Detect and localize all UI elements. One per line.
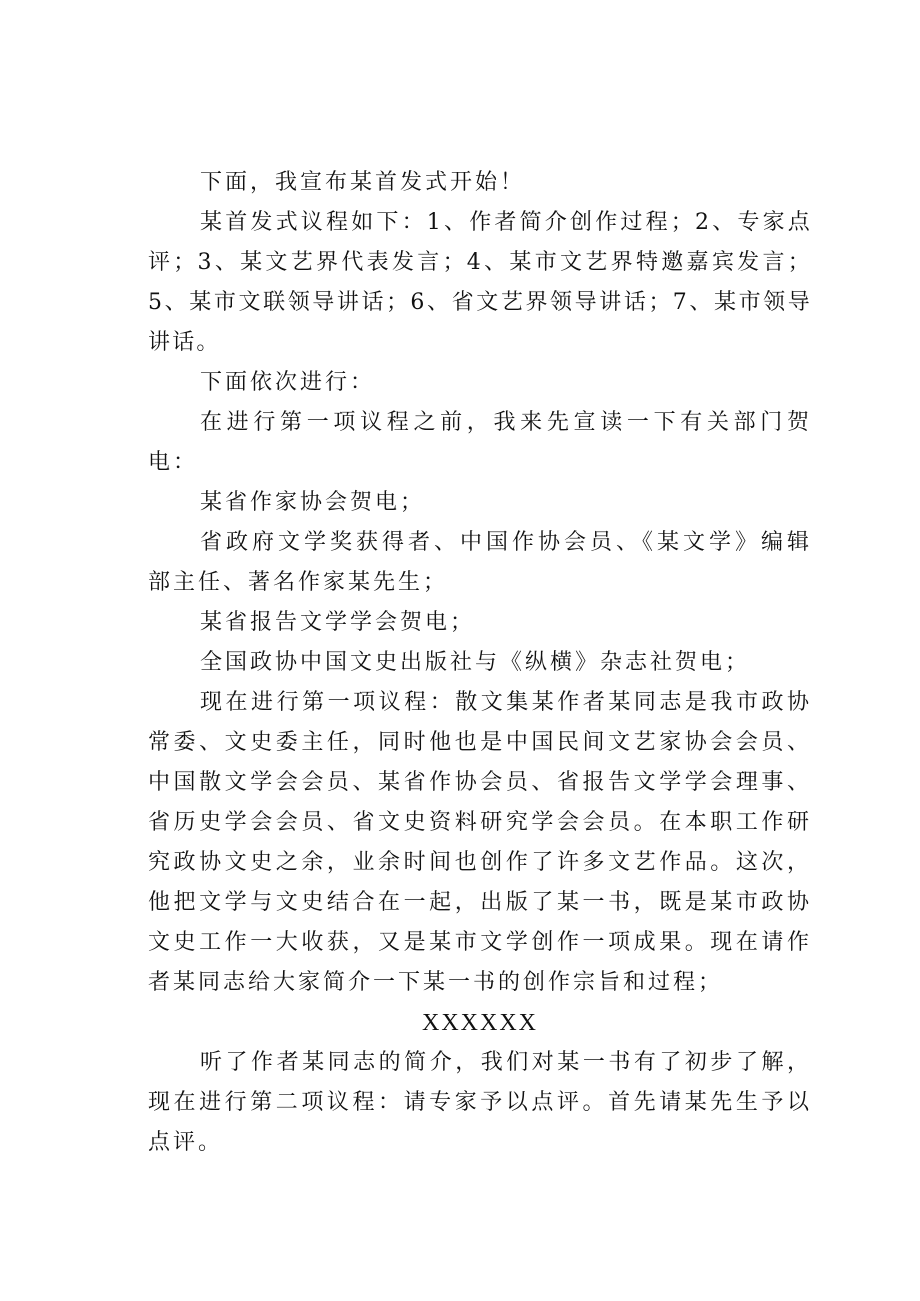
paragraph-first-item: 现在进行第一项议程：散文集某作者某同志是我市政协常委、文史委主任，同时他也是中国民间文艺家协会会员、中国散文学会会员、某省作协会员、省报告文学学会理事、省历史学会会员、省文史资料研究学会会员。在本职工作研究政协文史之余，业余时间也创作了许多文艺作品。这次，他把文学与文史结合在一起，出版了某一书，既是某市政协文史工作一大收获，又是某市文学创作一项成果。现在请作者某同志给大家简介一下某一书的创作宗旨和过程； xyxy=(148,690,812,995)
paragraph-writers-association: 某省作家协会贺电； xyxy=(200,490,426,515)
paragraph-second-item: 听了作者某同志的简介，我们对某一书有了初步了解，现在进行第二项议程：请专家予以点评。首先请某先生予以点评。 xyxy=(148,1050,812,1155)
centered-heading: XXXXXX xyxy=(422,1010,538,1036)
document-body xyxy=(148,163,812,1163)
paragraph-telegram-intro: 在进行第一项议程之前，我来先宣读一下有关部门贺电： xyxy=(148,410,812,475)
paragraph-agenda: 某首发式议程如下：1、作者简介创作过程；2、专家点评；3、某文艺界代表发言；4、某市文艺界特邀嘉宾发言；5、某市文联领导讲话；6、省文艺界领导讲话；7、某市领导讲话。 xyxy=(148,210,812,355)
paragraph-reportage-society: 某省报告文学学会贺电； xyxy=(200,610,476,635)
paragraph-cppcc-press: 全国政协中国文史出版社与《纵横》杂志社贺电； xyxy=(200,650,751,675)
paragraph-proceed: 下面依次进行： xyxy=(200,370,376,395)
paragraph-famous-writer: 省政府文学奖获得者、中国作协会员、《某文学》编辑部主任、著名作家某先生； xyxy=(148,530,812,595)
paragraph-opening: 下面，我宣布某首发式开始！ xyxy=(200,170,526,195)
